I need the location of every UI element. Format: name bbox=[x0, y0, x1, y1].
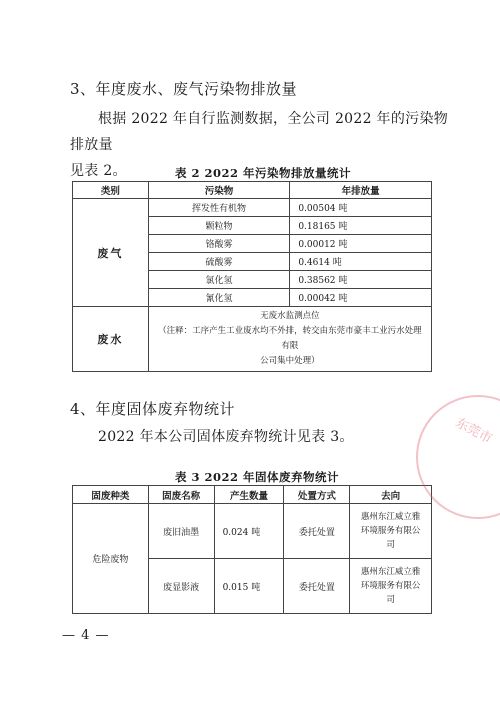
table-3-waste-name: 废显影液 bbox=[148, 559, 214, 614]
page-number: — 4 — bbox=[62, 628, 110, 643]
table-3-disposal: 委托处置 bbox=[284, 559, 350, 614]
table-row bbox=[73, 307, 432, 372]
table-3-caption: 表 3 2022 年固体废弃物统计 bbox=[175, 470, 340, 484]
table-3-header-waste-name: 固废名称 bbox=[148, 486, 214, 504]
table-3-destination bbox=[350, 559, 432, 614]
table-2-amount: 0.00504 吨 bbox=[290, 199, 432, 217]
table-3-quantity: 0.024 吨 bbox=[214, 504, 284, 559]
table-2-category-gas: 废气 bbox=[73, 199, 149, 307]
table-2-amount: 0.00042 吨 bbox=[290, 289, 432, 307]
table-3-quantity: 0.015 吨 bbox=[214, 559, 284, 614]
table-3-header-quantity: 产生数量 bbox=[214, 486, 284, 504]
table-2-amount: 0.38562 吨 bbox=[290, 271, 432, 289]
table-3-destination-line1: 惠州东江威立雅 bbox=[360, 512, 421, 522]
section-3-paragraph-line1: 根据 2022 年自行监测数据，全公司 2022 年的污染物排放量 bbox=[70, 111, 449, 153]
table-3-waste-name: 废旧油墨 bbox=[148, 504, 214, 559]
company-seal-text: 东莞市 bbox=[452, 415, 495, 448]
table-2-amount: 0.4614 吨 bbox=[290, 253, 432, 271]
table-2-header-amount: 年排放量 bbox=[290, 182, 432, 199]
table-3-destination-line2: 环境服务有限公 bbox=[360, 581, 421, 591]
table-2-pollutant: 硫酸雾 bbox=[148, 253, 290, 271]
table-2-water-note-line1: 无废水监测点位 bbox=[260, 311, 320, 321]
table-2-pollutant: 氯化氢 bbox=[148, 271, 290, 289]
table-row bbox=[73, 199, 432, 217]
table-2-pollutant: 铬酸雾 bbox=[148, 235, 290, 253]
table-2-water-note bbox=[148, 307, 431, 372]
section-3-heading: 3、年度废水、废气污染物排放量 bbox=[70, 80, 298, 98]
table-2 bbox=[72, 181, 432, 372]
table-2-amount: 0.18165 吨 bbox=[290, 217, 432, 235]
table-3-destination bbox=[350, 504, 432, 559]
table-2-pollutant: 氰化氢 bbox=[148, 289, 290, 307]
table-3-header-waste-type: 固废种类 bbox=[73, 486, 149, 504]
table-2-category-water: 废水 bbox=[73, 307, 149, 372]
table-2-water-note-line2: （注释：工序产生工业废水均不外排，转交由东莞市豪丰工业污水处理有限 bbox=[158, 326, 422, 351]
table-3-category: 危险废物 bbox=[73, 504, 149, 614]
table-3-header-disposal: 处置方式 bbox=[284, 486, 350, 504]
table-3-destination-line1: 惠州东江威立雅 bbox=[360, 567, 421, 577]
table-3-header-row bbox=[73, 486, 432, 504]
table-3-destination-line3: 司 bbox=[386, 540, 395, 550]
table-2-caption: 表 2 2022 年污染物排放量统计 bbox=[175, 166, 352, 180]
table-row bbox=[73, 504, 432, 559]
table-2-header-row bbox=[73, 182, 432, 199]
table-2-header-category: 类别 bbox=[73, 182, 149, 199]
table-2-amount: 0.00012 吨 bbox=[290, 235, 432, 253]
table-2-pollutant: 挥发性有机物 bbox=[148, 199, 290, 217]
section-3-paragraph-line2: 见表 2。 bbox=[70, 163, 127, 179]
section-4-paragraph: 2022 年本公司固体废弃物统计见表 3。 bbox=[98, 429, 354, 445]
table-3 bbox=[72, 485, 432, 614]
table-3-destination-line2: 环境服务有限公 bbox=[360, 526, 421, 536]
section-4-heading: 4、年度固体废弃物统计 bbox=[70, 400, 236, 418]
table-3-destination-line3: 司 bbox=[386, 595, 395, 605]
table-3-disposal: 委托处置 bbox=[284, 504, 350, 559]
table-2-water-note-line3: 公司集中处理） bbox=[260, 356, 320, 366]
table-2-pollutant: 颗粒物 bbox=[148, 217, 290, 235]
table-2-header-pollutant: 污染物 bbox=[148, 182, 290, 199]
table-3-header-destination: 去向 bbox=[350, 486, 432, 504]
